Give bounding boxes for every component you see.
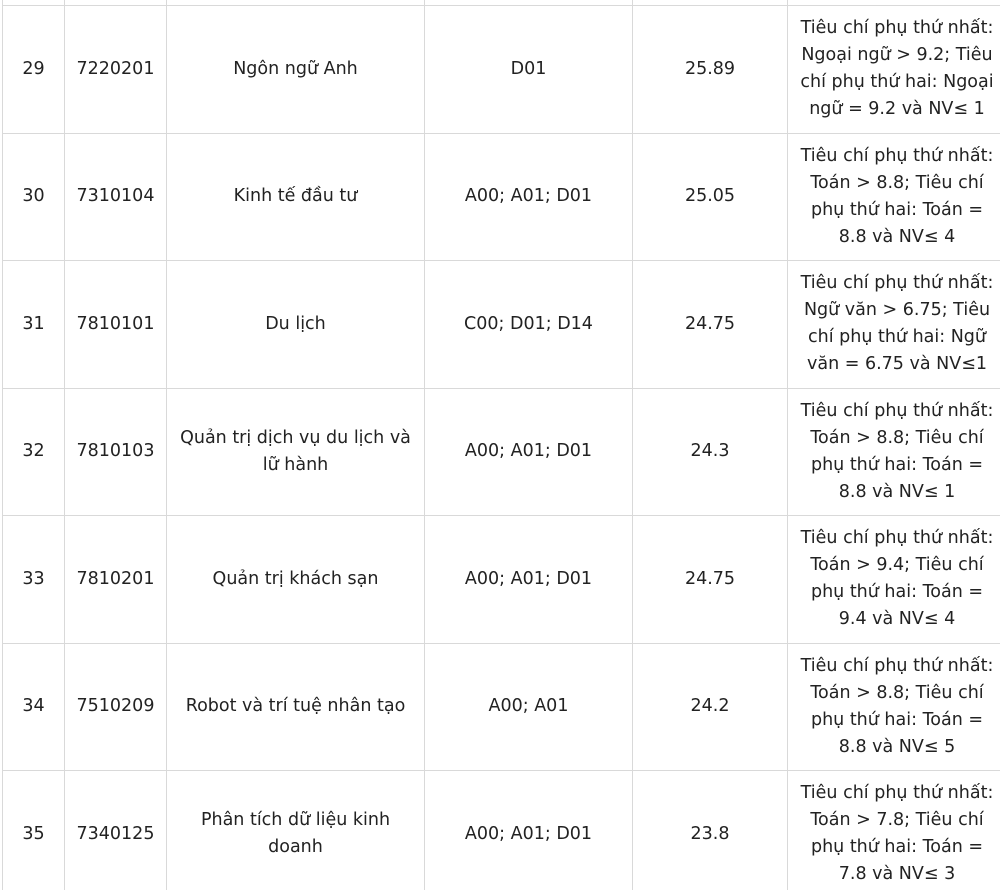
- major-name: Quản trị khách sạn: [167, 516, 425, 644]
- tiebreak-criteria: Tiêu chí phụ thứ nhất: Toán > 9.4; Tiêu chí phụ thứ hai: Toán = 9.4 và NV≤ 4: [788, 516, 1000, 644]
- cutoff-score: 23.8: [633, 771, 788, 890]
- row-number: 32: [3, 388, 65, 516]
- major-code: 7810101: [65, 261, 167, 389]
- tiebreak-criteria: Tiêu chí phụ thứ nhất: Toán > 8.8; Tiêu chí phụ thứ hai: Toán = 8.8 và NV≤ 1: [788, 388, 1000, 516]
- major-code: 7310104: [65, 133, 167, 261]
- row-number: 35: [3, 771, 65, 890]
- tiebreak-criteria: Tiêu chí phụ thứ nhất: Toán > 8.8; Tiêu chí phụ thứ hai: Toán = 8.8 và NV≤ 4: [788, 133, 1000, 261]
- major-name: Quản trị dịch vụ du lịch và lữ hành: [167, 388, 425, 516]
- cutoff-score: 24.75: [633, 261, 788, 389]
- table-row: [3, 261, 1000, 389]
- major-name: Ngôn ngữ Anh: [167, 6, 425, 134]
- cutoff-score: 25.89: [633, 6, 788, 134]
- major-name: Du lịch: [167, 261, 425, 389]
- tiebreak-criteria: Tiêu chí phụ thứ nhất: Toán > 8.8; Tiêu chí phụ thứ hai: Toán = 8.8 và NV≤ 5: [788, 643, 1000, 771]
- row-number: 30: [3, 133, 65, 261]
- table-row: [3, 643, 1000, 771]
- cutoff-score: 25.05: [633, 133, 788, 261]
- row-number: 31: [3, 261, 65, 389]
- major-code: 7340125: [65, 771, 167, 890]
- major-code: 7220201: [65, 6, 167, 134]
- tiebreak-criteria: Tiêu chí phụ thứ nhất: Ngữ văn > 6.75; Tiêu chí phụ thứ hai: Ngữ văn = 6.75 và NV≤1: [788, 261, 1000, 389]
- table-row: [3, 133, 1000, 261]
- major-code: 7810103: [65, 388, 167, 516]
- table-row: [3, 6, 1000, 134]
- major-code: 7510209: [65, 643, 167, 771]
- cutoff-score: 24.2: [633, 643, 788, 771]
- table-row: [3, 771, 1000, 890]
- row-number: 34: [3, 643, 65, 771]
- subject-combination: A00; A01; D01: [425, 133, 633, 261]
- subject-combination: A00; A01; D01: [425, 516, 633, 644]
- major-name: Kinh tế đầu tư: [167, 133, 425, 261]
- cutoff-score: 24.75: [633, 516, 788, 644]
- subject-combination: A00; A01; D01: [425, 388, 633, 516]
- major-name: Phân tích dữ liệu kinh doanh: [167, 771, 425, 890]
- subject-combination: A00; A01; D01: [425, 771, 633, 890]
- major-name: Robot và trí tuệ nhân tạo: [167, 643, 425, 771]
- admission-scores-table: [2, 0, 1000, 890]
- table-row: [3, 516, 1000, 644]
- row-number: 29: [3, 6, 65, 134]
- tiebreak-criteria: Tiêu chí phụ thứ nhất: Toán > 7.8; Tiêu chí phụ thứ hai: Toán = 7.8 và NV≤ 3: [788, 771, 1000, 890]
- major-code: 7810201: [65, 516, 167, 644]
- subject-combination: A00; A01: [425, 643, 633, 771]
- table-row: [3, 388, 1000, 516]
- tiebreak-criteria: Tiêu chí phụ thứ nhất: Ngoại ngữ > 9.2; Tiêu chí phụ thứ hai: Ngoại ngữ = 9.2 và NV≤ 1: [788, 6, 1000, 134]
- table-body: [3, 0, 1000, 890]
- row-number: 33: [3, 516, 65, 644]
- cutoff-score: 24.3: [633, 388, 788, 516]
- subject-combination: C00; D01; D14: [425, 261, 633, 389]
- subject-combination: D01: [425, 6, 633, 134]
